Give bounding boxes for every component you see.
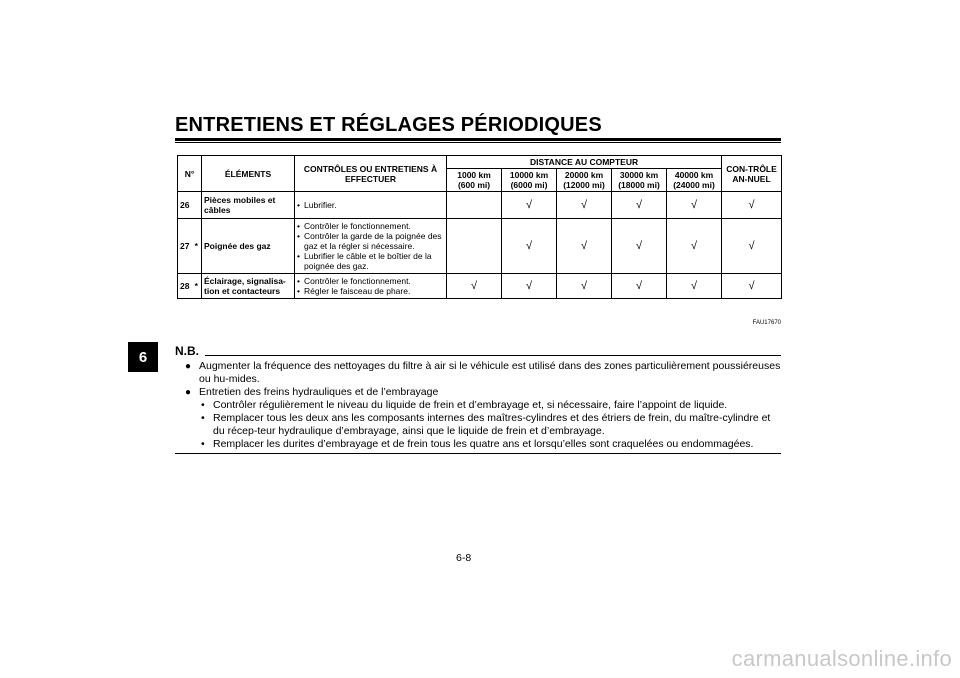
row-star: * — [192, 274, 202, 299]
op-line: • Régler le faisceau de phare. — [297, 286, 444, 296]
header-annual: CON-TRÔLE AN-NUEL — [722, 156, 782, 192]
header-distance-5: 40000 km (24000 mi) — [667, 169, 722, 192]
note-item — [185, 360, 783, 386]
check-cell: √ — [612, 274, 667, 299]
bullet-icon: ● — [185, 387, 192, 398]
row-ops — [295, 219, 447, 274]
check-cell: √ — [502, 192, 557, 219]
check-cell: √ — [557, 274, 612, 299]
title-rule-thin — [175, 142, 781, 143]
note-item — [185, 386, 783, 399]
note-subtext: Remplacer les durites d’embrayage et de frein tous les quatre ans et lorsqu’elles sont craquelées ou endommagées. — [213, 438, 754, 450]
row-ops — [295, 192, 447, 219]
dot-icon: • — [201, 399, 205, 411]
header-items: ÉLÉMENTS — [202, 156, 295, 192]
header-num: N° — [178, 156, 202, 192]
watermark: carmanualsonline.info — [731, 646, 952, 671]
table-row — [178, 274, 782, 299]
dot-icon: • — [201, 412, 205, 424]
op-line: • Lubrifier. — [297, 200, 444, 210]
row-item: Poignée des gaz — [202, 219, 295, 274]
check-cell — [447, 219, 502, 274]
maintenance-table — [177, 155, 782, 299]
note-subtext: Remplacer tous les deux ans les composants internes des maîtres-cylindres et des étriers de frein, du maître-cylindre et du récep-teur hydraulique d’embrayage, ainsi que le liquide de frein et d’embrayage. — [213, 412, 771, 437]
note-subtext: Contrôler régulièrement le niveau du liquide de frein et d’embrayage et, si nécessaire, faire l’appoint de liquide. — [213, 399, 728, 411]
check-cell: √ — [612, 192, 667, 219]
header-distance-2: 10000 km (6000 mi) — [502, 169, 557, 192]
check-cell: √ — [502, 274, 557, 299]
note-text: Entretien des freins hydrauliques et de l’embrayage — [199, 386, 439, 398]
header-distance-1: 1000 km (600 mi) — [447, 169, 502, 192]
header-distance: DISTANCE AU COMPTEUR — [447, 156, 722, 169]
header-distance-4: 30000 km (18000 mi) — [612, 169, 667, 192]
check-cell: √ — [557, 192, 612, 219]
chapter-tab: 6 — [128, 342, 158, 372]
note-text: Augmenter la fréquence des nettoyages du filtre à air si le véhicule est utilisé dans des zones particulièrement poussiéreuses ou hu-mides. — [199, 360, 781, 385]
row-number: 27 — [178, 219, 192, 274]
bottom-rule — [175, 453, 781, 454]
note-subitem — [185, 412, 783, 438]
nb-rule — [205, 355, 781, 356]
page-number: 6-8 — [456, 552, 472, 564]
check-cell: √ — [502, 219, 557, 274]
notes-block — [185, 360, 783, 451]
row-star — [192, 192, 202, 219]
table-row — [178, 192, 782, 219]
dot-icon: • — [201, 438, 205, 450]
check-cell: √ — [667, 192, 722, 219]
row-item: Éclairage, signalisa-tion et contacteurs — [202, 274, 295, 299]
row-number: 26 — [178, 192, 192, 219]
title-rule-thick — [175, 138, 781, 141]
reference-code: FAU17670 — [752, 320, 781, 326]
bullet-icon: ● — [185, 361, 192, 372]
nb-label: N.B. — [175, 344, 199, 358]
row-star: * — [192, 219, 202, 274]
table-row — [178, 219, 782, 274]
check-cell: √ — [722, 192, 782, 219]
op-line: • Contrôler le fonctionnement. — [297, 221, 444, 231]
row-item: Pièces mobiles et câbles — [202, 192, 295, 219]
header-ops: CONTRÔLES OU ENTRETIENS À EFFECTUER — [295, 156, 447, 192]
row-ops — [295, 274, 447, 299]
check-cell: √ — [722, 274, 782, 299]
note-subitem — [185, 399, 783, 412]
note-subitem — [185, 438, 783, 451]
page-title: ENTRETIENS ET RÉGLAGES PÉRIODIQUES — [175, 114, 602, 136]
check-cell: √ — [667, 219, 722, 274]
check-cell: √ — [722, 219, 782, 274]
check-cell — [447, 192, 502, 219]
row-number: 28 — [178, 274, 192, 299]
check-cell: √ — [447, 274, 502, 299]
header-distance-3: 20000 km (12000 mi) — [557, 169, 612, 192]
check-cell: √ — [612, 219, 667, 274]
check-cell: √ — [557, 219, 612, 274]
check-cell: √ — [667, 274, 722, 299]
op-line: • Contrôler le fonctionnement. — [297, 276, 444, 286]
op-line: • Lubrifier le câble et le boîtier de la poignée des gaz. — [297, 251, 444, 271]
op-line: • Contrôler la garde de la poignée des gaz et la régler si nécessaire. — [297, 231, 444, 251]
